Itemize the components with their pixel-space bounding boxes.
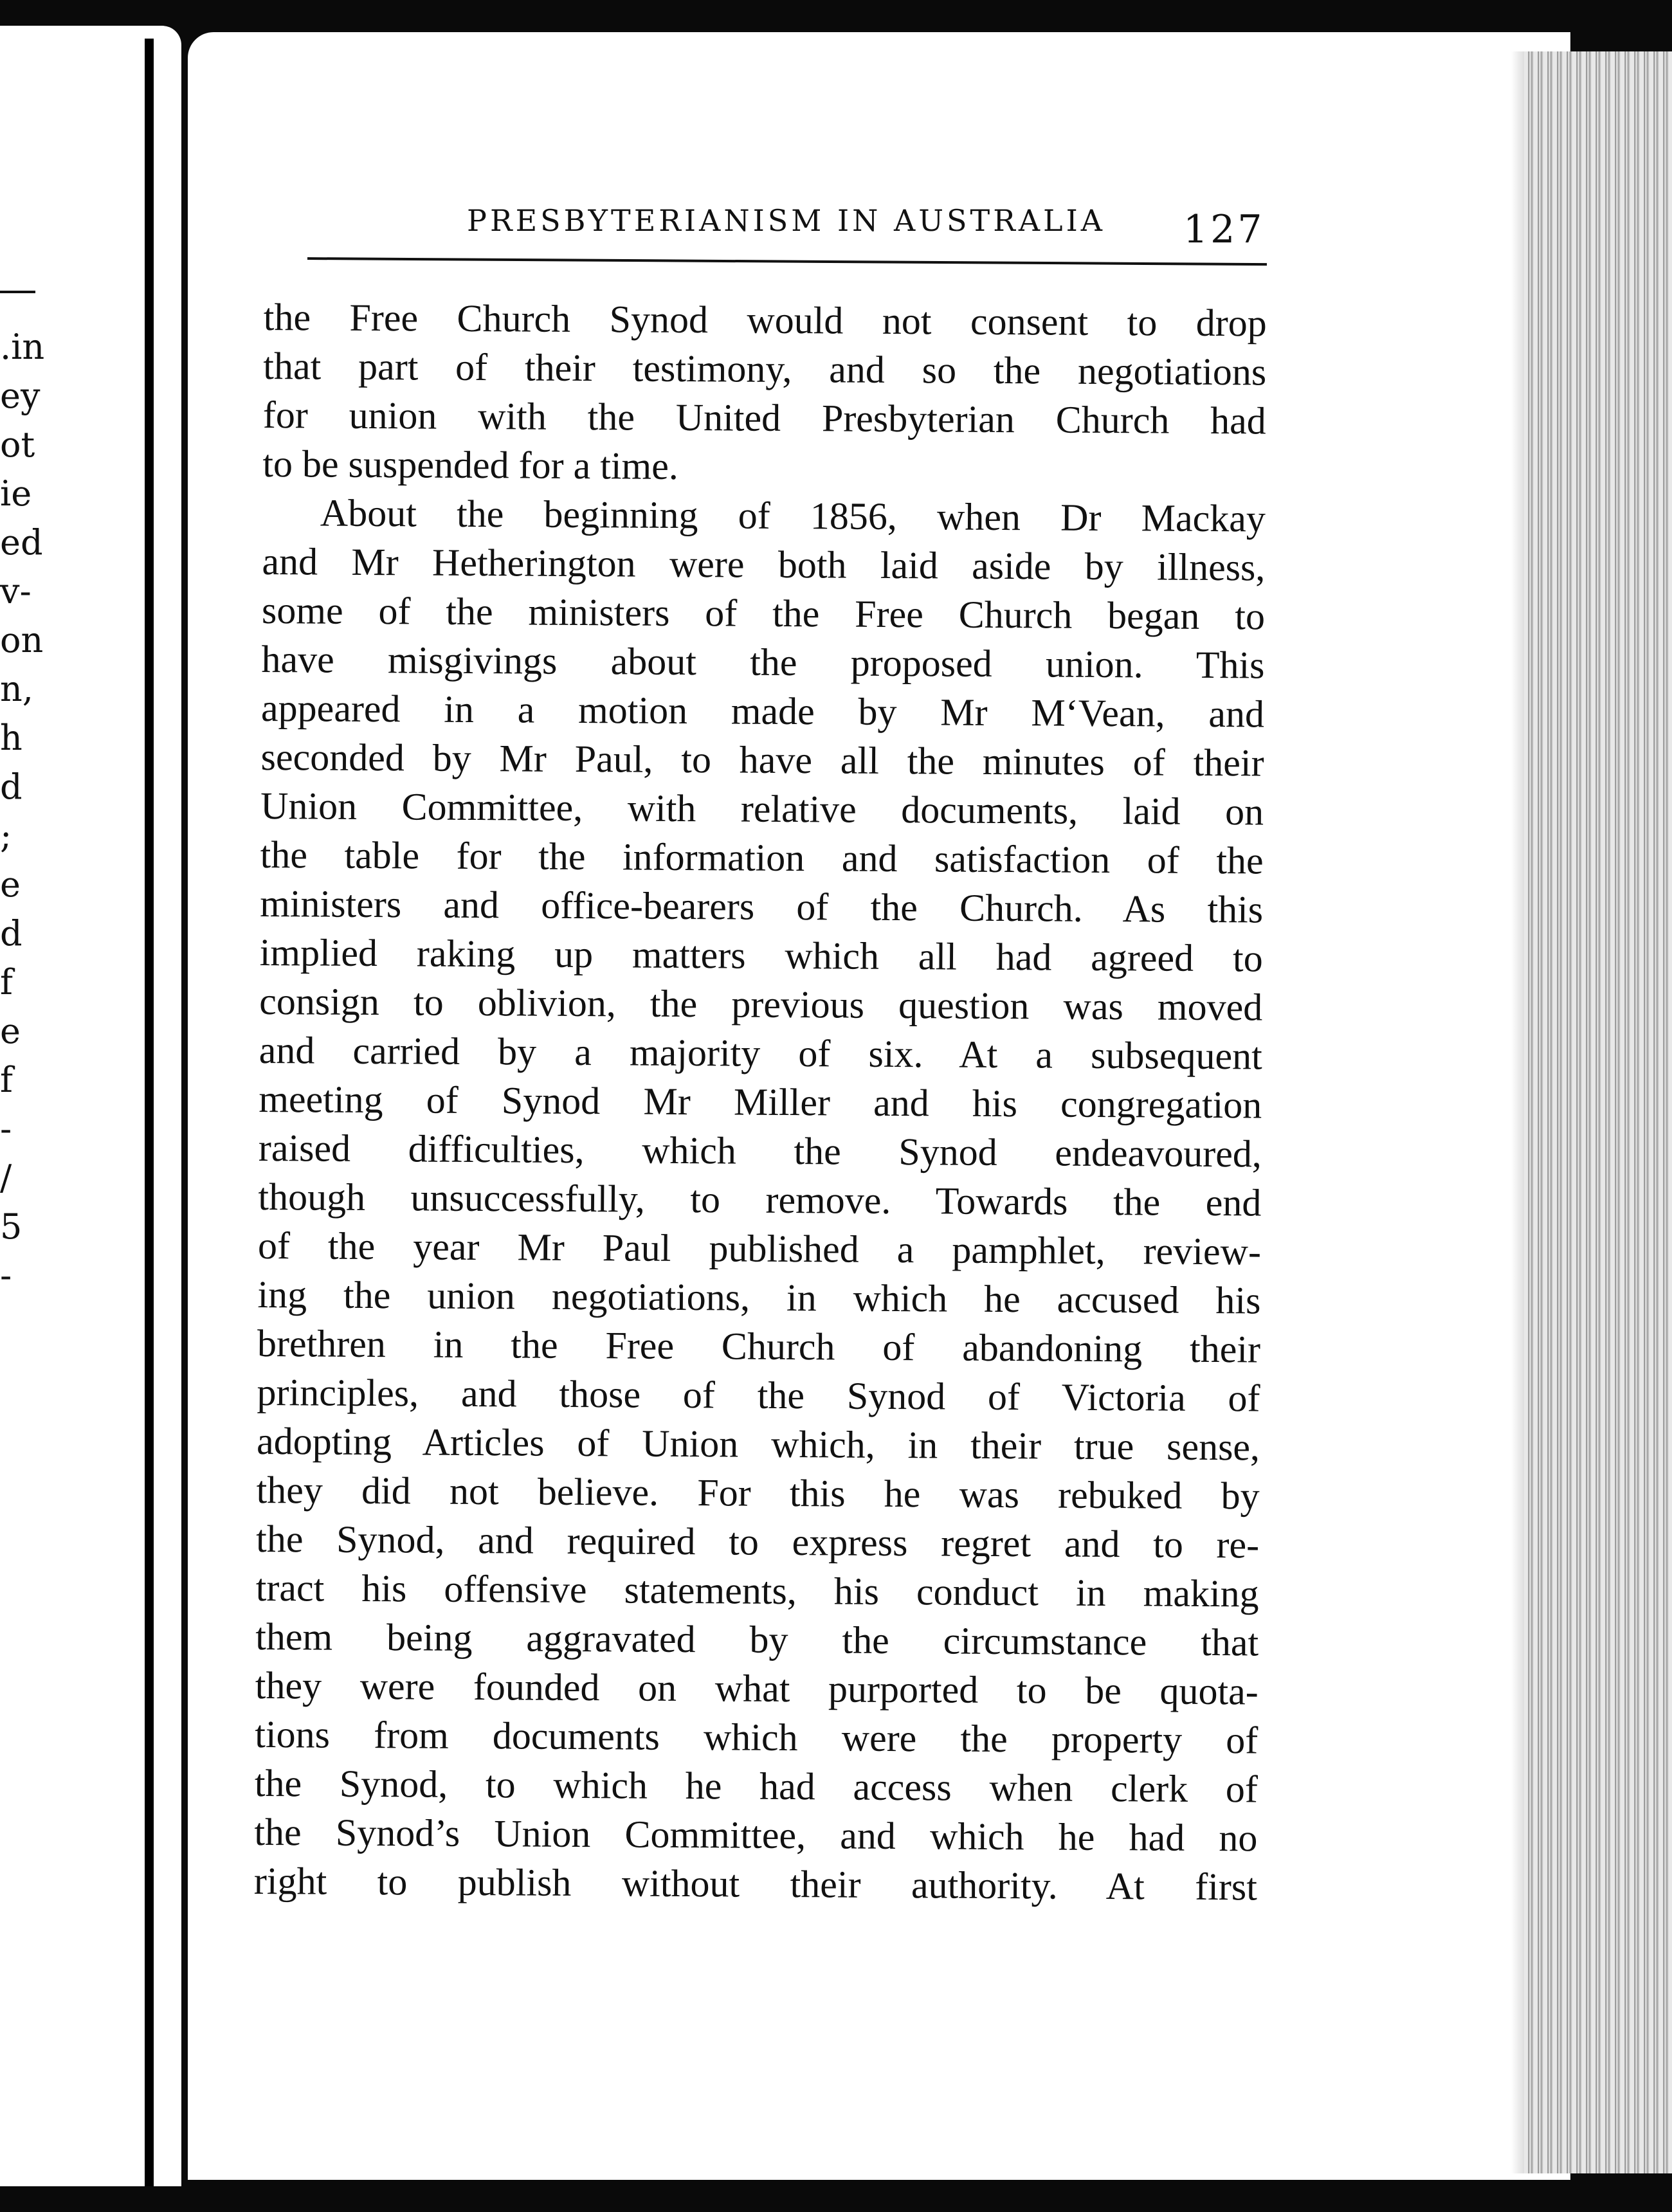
book-gutter: [145, 39, 154, 2186]
fragment: f: [0, 962, 13, 1002]
text-line: appeared in a motion made by Mr M‘Vean, and: [260, 686, 1265, 736]
fragment: f: [0, 1060, 13, 1100]
facing-page-left: [0, 26, 181, 2186]
fragment: ;: [0, 815, 12, 856]
text-line: raised difficulties, which the Synod endeavoured,: [258, 1126, 1262, 1175]
text-line: that part of their testimony, and so the negotiations: [263, 344, 1267, 394]
fragment: on: [0, 620, 44, 660]
text-line: the Free Church Synod would not consent to drop: [263, 295, 1267, 345]
fragment: ey: [0, 376, 41, 416]
text-line: ministers and office-bearers of the Church. As this: [259, 882, 1264, 931]
text-line: brethren in the Free Church of abandoning their: [257, 1321, 1261, 1371]
text-line: some of the ministers of the Free Church began to: [261, 588, 1266, 638]
text-line: adopting Articles of Union which, in their true sense,: [256, 1419, 1260, 1469]
text-line: they were founded on what purported to be quota-: [255, 1664, 1259, 1713]
text-line: principles, and those of the Synod of Victoria of: [257, 1370, 1260, 1420]
body-text: [254, 293, 1267, 1911]
fragment: v-: [0, 571, 32, 612]
fragment: ot: [0, 424, 35, 465]
text-line: the Synod, and required to express regret and to re-: [255, 1517, 1260, 1566]
text-line: right to publish without their authority. At first: [253, 1859, 1258, 1908]
text-line: ing the union negotiations, in which he accused his: [257, 1273, 1261, 1322]
fragment: ie: [0, 473, 32, 514]
text-line: have misgivings about the proposed union. This: [261, 637, 1265, 687]
text-line: and Mr Hetherington were both laid aside by illness,: [262, 539, 1266, 589]
facing-page-text-fragments: [0, 323, 84, 1300]
text-line: to be suspended for a time.: [262, 442, 679, 487]
fragment: d: [0, 913, 23, 954]
text-line: of the year Mr Paul published a pamphlet, review-: [257, 1224, 1262, 1273]
text-line: seconded by Mr Paul, to have all the minutes of their: [260, 735, 1264, 784]
text-line: meeting of Synod Mr Miller and his congregation: [259, 1077, 1262, 1127]
text-line: for union with the United Presbyterian Church had: [262, 393, 1267, 442]
page-number: 127: [1183, 207, 1265, 252]
fragment: e: [0, 1011, 21, 1051]
text-line: consign to oblivion, the previous question was moved: [259, 979, 1263, 1029]
text-line: tract his offensive statements, his conduct in making: [255, 1566, 1259, 1615]
text-line: the table for the information and satisfaction of the: [260, 833, 1264, 882]
fragment: -: [0, 1255, 12, 1296]
text-line: though unsuccessfully, to remove. Towards the end: [258, 1175, 1262, 1224]
text-line: and carried by a majority of six. At a subsequent: [259, 1028, 1262, 1078]
text-line: tions from documents which were the property of: [255, 1712, 1259, 1762]
fragment: /: [0, 1157, 12, 1198]
fragment: d: [0, 766, 23, 807]
text-line: they did not believe. For this he was rebuked by: [256, 1468, 1260, 1518]
text-line: About the beginning of 1856, when Dr Mackay: [320, 491, 1266, 540]
running-head: PRESBYTERIANISM IN AUSTRALIA: [467, 203, 1105, 238]
page-stack-edges: [1524, 51, 1672, 2173]
fragment: .in: [0, 327, 45, 367]
fragment: h: [0, 718, 23, 758]
fragment: -: [0, 1109, 12, 1149]
text-line: implied raking up matters which all had agreed to: [259, 930, 1263, 980]
text-line: the Synod, to which he had access when clerk of: [254, 1761, 1259, 1811]
text-line: them being aggravated by the circumstance that: [255, 1615, 1259, 1664]
fragment: 5: [0, 1206, 23, 1247]
text-line: the Synod’s Union Committee, and which he had no: [254, 1810, 1258, 1860]
fragment: ed: [0, 522, 43, 563]
fragment: n,: [0, 669, 33, 709]
facing-page-rule: [0, 291, 35, 293]
text-line: Union Committee, with relative documents, laid on: [260, 784, 1264, 833]
fragment: e: [0, 864, 21, 905]
